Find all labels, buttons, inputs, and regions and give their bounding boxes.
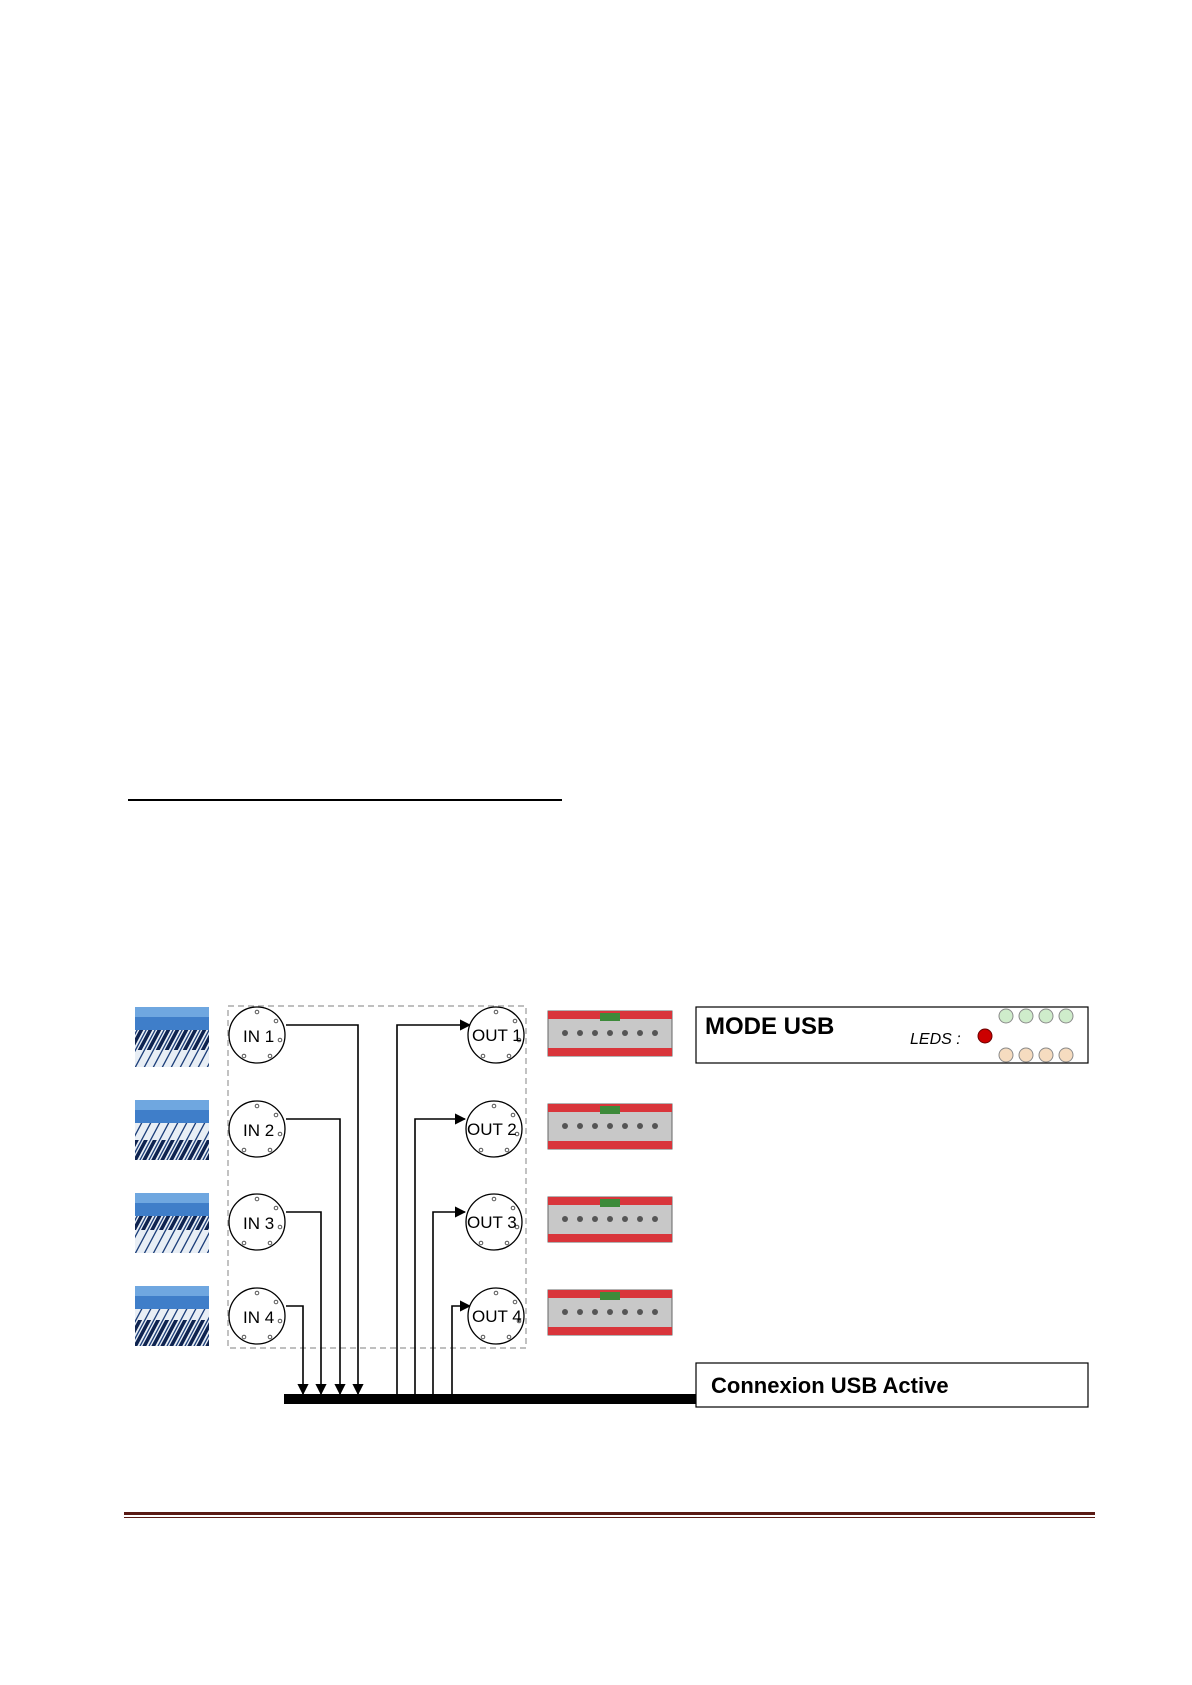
mode-usb-panel <box>696 1007 1088 1063</box>
in-4-connector <box>229 1288 285 1344</box>
keyboard-icon-4 <box>135 1286 209 1346</box>
in1-line <box>286 1025 358 1394</box>
out2-line <box>415 1119 465 1394</box>
out-3-connector <box>466 1194 522 1250</box>
in-2-connector <box>229 1101 285 1157</box>
mode-usb-title: MODE USB <box>705 1013 835 1040</box>
led-top-3 <box>1039 1009 1053 1023</box>
output-lines <box>397 1025 470 1394</box>
status-led <box>978 1029 992 1043</box>
footer-rule <box>124 1512 1095 1518</box>
leds-label: LEDS : <box>910 1031 961 1048</box>
in-4-label: IN 4 <box>243 1308 275 1327</box>
in-1-connector <box>229 1007 285 1063</box>
keyboard-icons <box>135 1007 209 1346</box>
in-2-label: IN 2 <box>243 1121 275 1140</box>
out-2-connector <box>466 1101 522 1157</box>
in-3-connector <box>229 1194 285 1250</box>
keyboard-icon-2 <box>135 1100 209 1160</box>
led-top-1 <box>999 1009 1013 1023</box>
led-bottom-2 <box>1019 1048 1033 1062</box>
synth-rack-icon-2 <box>548 1104 672 1149</box>
led-bottom-4 <box>1059 1048 1073 1062</box>
keyboard-icon-3 <box>135 1193 209 1253</box>
in-1-label: IN 1 <box>243 1027 275 1046</box>
out4-line <box>452 1306 470 1394</box>
in2-line <box>286 1119 340 1394</box>
out-1-label: OUT 1 <box>472 1026 522 1045</box>
out-2-label: OUT 2 <box>467 1120 517 1139</box>
usb-active-label: Connexion USB Active <box>711 1373 949 1398</box>
usb-bus-bar <box>284 1394 696 1404</box>
synth-rack-icons <box>548 1011 672 1335</box>
synth-rack-icon-4 <box>548 1290 672 1335</box>
keyboard-icon-1 <box>135 1007 209 1067</box>
out-1-connector <box>468 1007 524 1063</box>
out-4-label: OUT 4 <box>472 1307 522 1326</box>
output-connectors <box>466 1007 524 1344</box>
led-bottom-1 <box>999 1048 1013 1062</box>
input-lines <box>286 1025 358 1394</box>
in4-line <box>286 1306 303 1394</box>
input-connectors <box>229 1007 285 1344</box>
out3-line <box>433 1212 465 1394</box>
synth-rack-icon-3 <box>548 1197 672 1242</box>
led-top-4 <box>1059 1009 1073 1023</box>
out-3-label: OUT 3 <box>467 1213 517 1232</box>
usb-active-panel <box>696 1363 1088 1407</box>
led-bottom-3 <box>1039 1048 1053 1062</box>
out-4-connector <box>468 1288 524 1344</box>
synth-rack-icon-1 <box>548 1011 672 1056</box>
led-top-2 <box>1019 1009 1033 1023</box>
in-3-label: IN 3 <box>243 1214 275 1233</box>
